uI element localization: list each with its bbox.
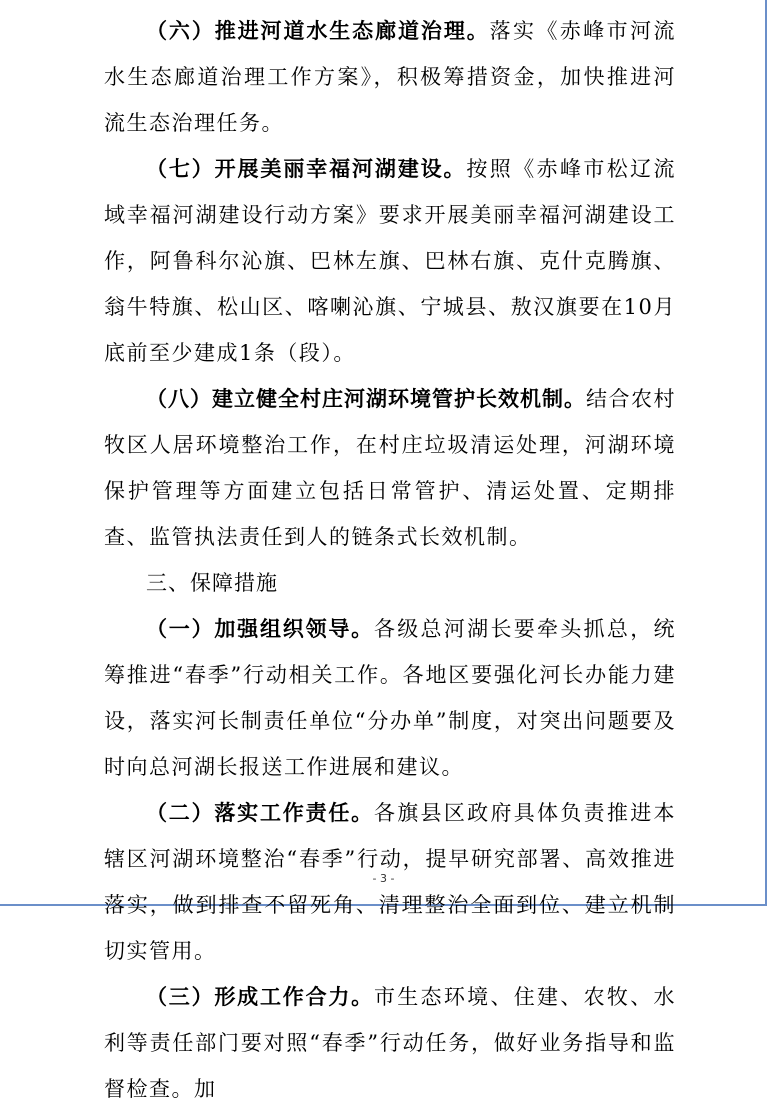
- page-number: - 3 -: [372, 872, 395, 885]
- paragraph-body: 按照《赤峰市松辽流域幸福河湖建设行动方案》要求开展美丽幸福河湖建设工作，阿鲁科尔沁旗、巴林左旗、巴林右旗、克什克腾旗、翁牛特旗、松山区、喀喇沁旗、宁城县、敖汉旗要在10月底前至少建成1条（段）。: [104, 157, 677, 365]
- paragraph-lead: （六）推进河道水生态廊道治理。: [146, 19, 490, 43]
- measure-lead: （一）加强组织领导。: [146, 617, 374, 641]
- measure-item-3: [104, 974, 676, 1112]
- paragraph-item-6: [104, 8, 676, 146]
- section-heading: 三、保障措施: [146, 571, 278, 595]
- paragraph-item-7: [104, 146, 676, 376]
- measure-item-1: [104, 606, 676, 790]
- measure-body: 各旗县区政府具体负责推进本辖区河湖环境整治“春季”行动，提早研究部署、高效推进落实，做到排查不留死角、清理整治全面到位、建立机制切实管用。: [104, 801, 677, 963]
- paragraph-body: 结合农村牧区人居环境整治工作，在村庄垃圾清运处理，河湖环境保护管理等方面建立包括日常管护、清运处置、定期排查、监管执法责任到人的链条式长效机制。: [104, 387, 676, 549]
- paragraph-item-8: [104, 376, 676, 560]
- measure-body: 市生态环境、住建、农牧、水利等责任部门要对照“春季”行动任务，做好业务指导和监督检查。加: [104, 985, 677, 1101]
- measure-lead: （三）形成工作合力。: [146, 985, 374, 1009]
- paragraph-lead: （八）建立健全村庄河湖环境管护长效机制。: [146, 387, 586, 411]
- paragraph-body: 落实《赤峰市河流水生态廊道治理工作方案》，积极筹措资金，加快推进河流生态治理任务。: [104, 19, 677, 135]
- document-body: [104, 8, 676, 1112]
- paragraph-lead: （七）开展美丽幸福河湖建设。: [146, 157, 467, 181]
- measure-lead: （二）落实工作责任。: [146, 801, 374, 825]
- measure-body: 各级总河湖长要牵头抓总，统筹推进“春季”行动相关工作。各地区要强化河长办能力建设，落实河长制责任单位“分办单”制度，对突出问题要及时向总河湖长报送工作进展和建议。: [104, 617, 677, 779]
